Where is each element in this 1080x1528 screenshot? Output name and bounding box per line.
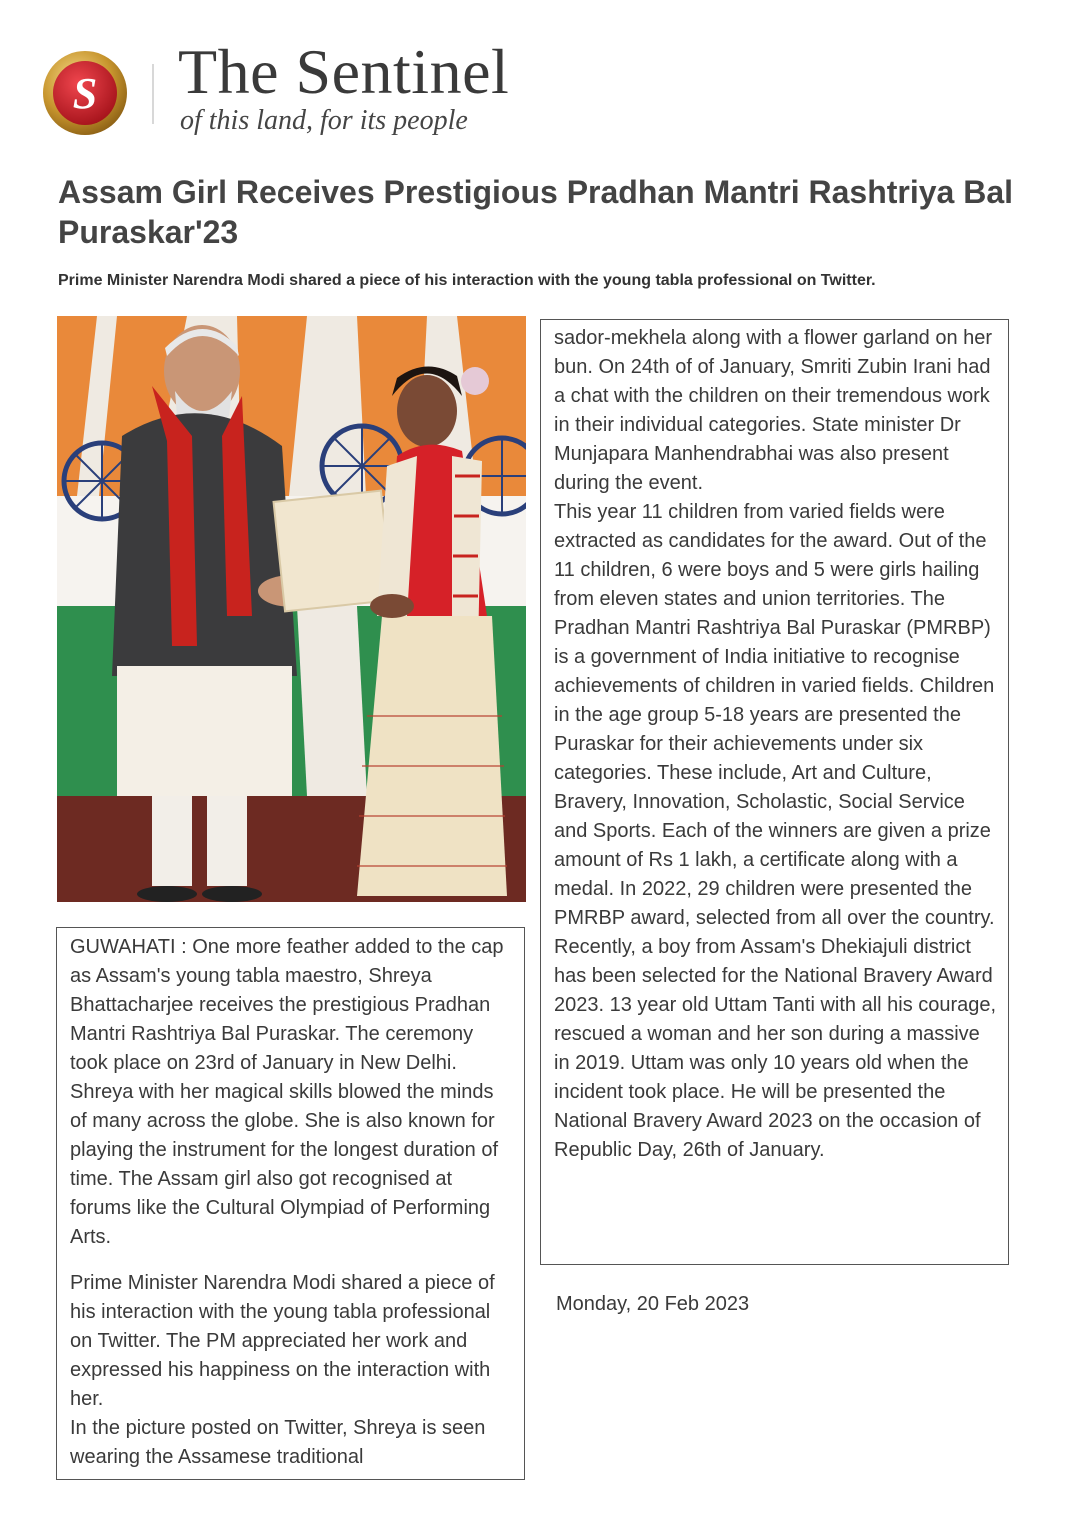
masthead-divider <box>152 64 154 124</box>
masthead-title[interactable]: The Sentinel <box>178 36 510 107</box>
article-photo <box>57 316 526 902</box>
article-headline: Assam Girl Receives Prestigious Pradhan Mantri Rashtriya Bal Puraskar'23 <box>58 174 1014 250</box>
masthead-tagline: of this land, for its people <box>180 105 468 136</box>
paragraph-pm-interaction: Prime Minister Narendra Modi shared a piece of his interaction with the young tabla professional on Twitter. The PM appreciated her work and expressed his happiness on the interaction with her. In the picture posted on Twitter, Shreya is seen wearing the Assamese traditional <box>70 1272 495 1468</box>
paragraph-continuation: sador-mekhela along with a flower garland on her bun. On 24th of of January, Smriti Zubin Irani had a chat with the children on their tremendous work in their individual categories. State minister Dr Munjapara Manhendrabhai was also present during the event. This year 11 children from varied fields were extracted as candidates for the award. Out of the 11 children, 6 were boys and 5 were girls hailing from eleven states and union territories. The Pradhan Mantri Rashtriya Bal Puraskar (PMRBP) is a government of India initiative to recognise achievements of children in varied fields. Children in the age group 5-18 years are presented the Puraskar for their achievements under six categories. These include, Art and Culture, Bravery, Innovation, Scholastic, Social Service and Sports. Each of the winners are given a prize amount of Rs 1 lakh, a certificate along with a medal. In 2022, 29 children were presented the PMRBP award, selected from all over the country. Recently, a boy from Assam's Dhekiajuli district has been selected for the National Bravery Award 2023. 13 year old Uttam Tanti with all his courage, rescued a woman and her son during a massive in 2019. Uttam was only 10 years old when the incident took place. He will be presented the National Bravery Award 2023 on the occasion of Republic Day, 26th of January. <box>554 327 997 1161</box>
publication-date: Monday, 20 Feb 2023 <box>556 1293 750 1315</box>
logo-letter: S <box>72 69 98 118</box>
left-column-box <box>56 927 525 1480</box>
right-column-box <box>540 319 1009 1265</box>
sentinel-logo <box>42 50 128 136</box>
paragraph-intro: GUWAHATI : One more feather added to the cap as Assam's young tabla maestro, Shreya Bhattacharjee receives the prestigious Pradhan Mantri Rashtriya Bal Puraskar. The ceremony took place on 23rd of January in New Delhi. Shreya with her magical skills blowed the minds of many across the globe. She is also known for playing the instrument for the longest duration of time. The Assam girl also got recognised at forums like the Cultural Olympiad of Performing Arts. <box>70 936 504 1248</box>
article-subheading: Prime Minister Narendra Modi shared a piece of his interaction with the young tabla professional on Twitter. <box>58 272 876 289</box>
